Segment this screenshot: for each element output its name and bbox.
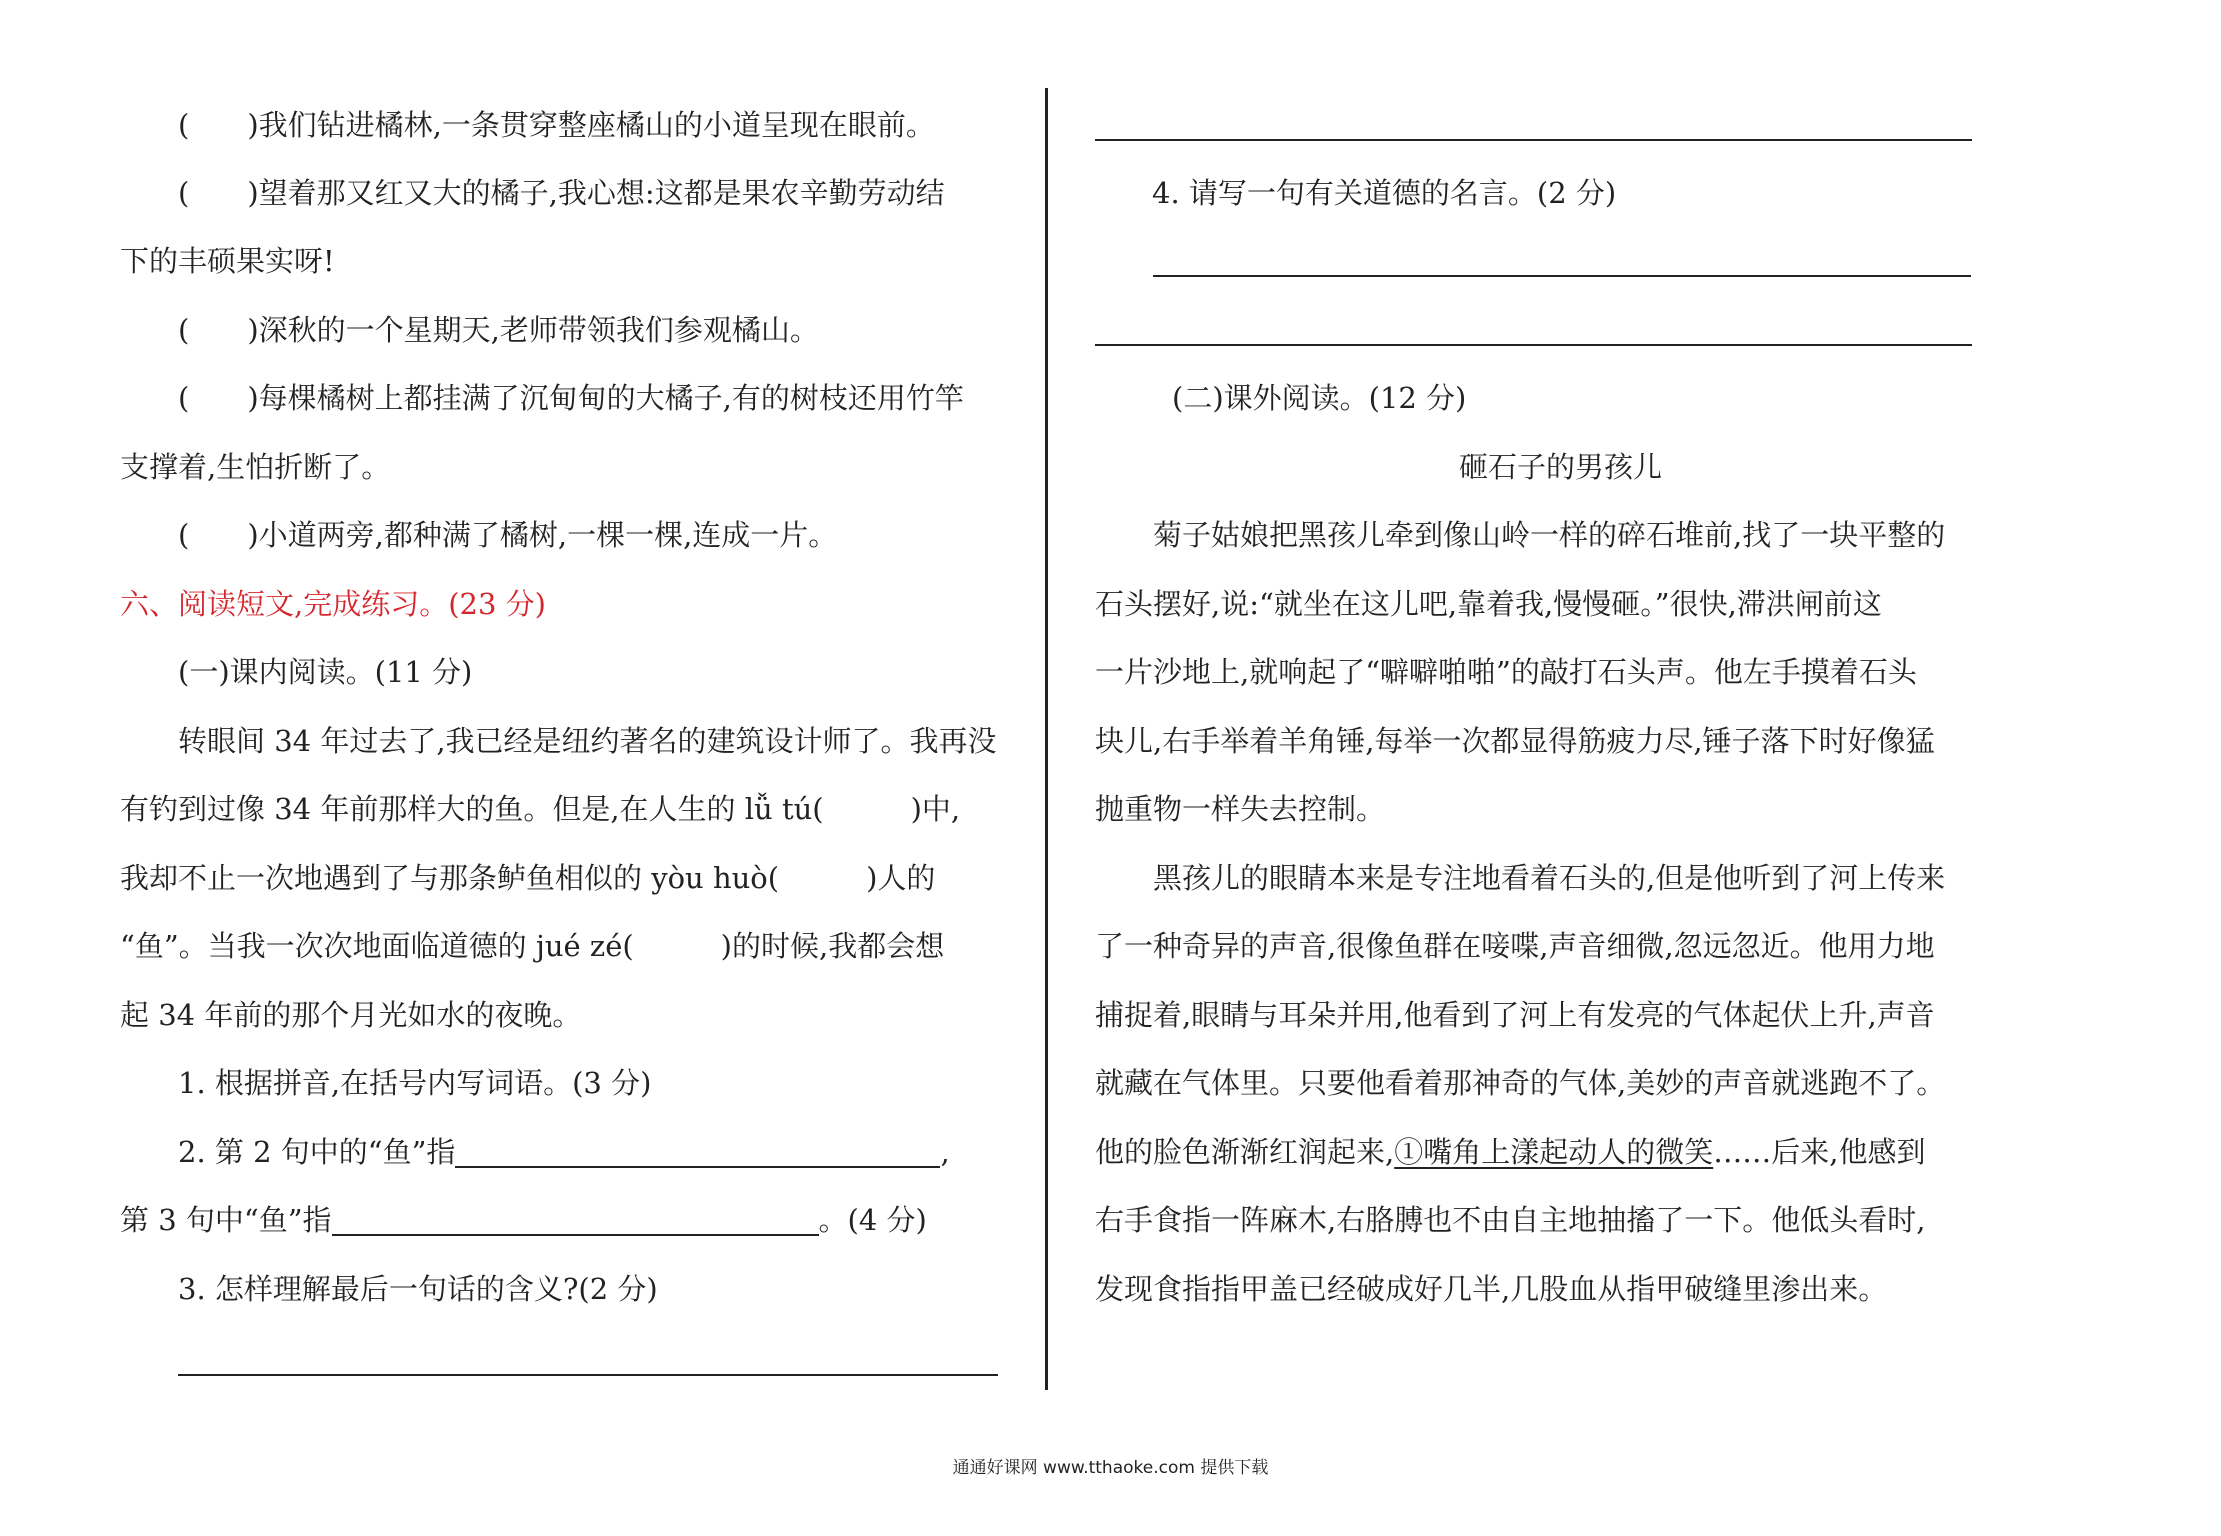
story-title: 砸石子的男孩儿 [1459,450,1663,484]
question-2-line-2 [120,1200,927,1240]
answer-blank-2b[interactable] [332,1204,819,1236]
order-sentence-1: ( )我们钻进橘林,一条贯穿整座橘山的小道呈现在眼前。 [178,108,935,142]
question-2-score: 。(4 分) [818,1203,927,1237]
passage-line-3: 我却不止一次地遇到了与那条鲈鱼相似的 yòu huò( )人的 [120,861,936,895]
order-sentence-2-line-1: ( )望着那又红又大的橘子,我心想:这都是果农辛勤劳动结 [178,176,945,210]
question-2b-prefix: 第 3 句中“鱼”指 [120,1203,332,1237]
answer-blank-2a[interactable] [455,1136,940,1168]
column-divider [1045,88,1048,1390]
underlined-phrase-1: ①嘴角上漾起动人的微笑 [1394,1135,1714,1169]
passage-line-5: 起 34 年前的那个月光如水的夜晚。 [120,998,582,1032]
question-3: 3. 怎样理解最后一句话的含义?(2 分) [178,1272,658,1306]
footer-source: 通通好课网 www.tthaoke.com 提供下载 [952,1458,1269,1478]
order-sentence-4-line-1: ( )每棵橘树上都挂满了沉甸甸的大橘子,有的树枝还用竹竿 [178,381,964,415]
story-line-11: 右手食指一阵麻木,右胳膊也不由自主地抽搐了一下。他低头看时, [1095,1203,1926,1237]
story-line-4: 块儿,右手举着羊角锤,每举一次都显得筋疲力尽,锤子落下时好像猛 [1095,724,1935,758]
story-line-9: 就藏在气体里。只要他看着那神奇的气体,美妙的声音就逃跑不了。 [1095,1066,1946,1100]
question-2-comma: , [940,1135,950,1169]
story-line-7: 了一种奇异的声音,很像鱼群在唼喋,声音细微,忽远忽近。他用力地 [1095,929,1935,963]
order-sentence-4-line-2: 支撑着,生怕折断了。 [120,450,391,484]
passage-line-2: 有钓到过像 34 年前那样大的鱼。但是,在人生的 lǚ tú( )中, [120,792,961,826]
question-2-line-1 [178,1132,950,1172]
story-line-10 [1095,1132,1925,1172]
story-line-12: 发现食指指甲盖已经破成好几半,几股血从指甲破缝里渗出来。 [1095,1272,1888,1306]
section-six-heading: 六、阅读短文,完成练习。(23 分) [120,587,546,621]
story-line-3: 一片沙地上,就响起了“噼噼啪啪”的敲打石头声。他左手摸着石头 [1095,655,1917,689]
story-line-10-start: 他的脸色渐渐红润起来, [1095,1135,1395,1169]
story-line-8: 捕捉着,眼睛与耳朵并用,他看到了河上有发亮的气体起伏上升,声音 [1095,998,1935,1032]
answer-line-3[interactable] [178,1374,998,1376]
answer-line-4b[interactable] [1095,344,1972,346]
answer-line-4a[interactable] [1153,275,1971,277]
story-line-2: 石头摆好,说:“就坐在这儿吧,靠着我,慢慢砸。”很快,滞洪闸前这 [1095,587,1882,621]
part-one-heading: (一)课内阅读。(11 分) [178,655,473,689]
question-2-prefix: 2. 第 2 句中的“鱼”指 [178,1135,456,1169]
question-4: 4. 请写一句有关道德的名言。(2 分) [1152,176,1617,210]
answer-line-3-continued[interactable] [1095,139,1972,141]
passage-line-1: 转眼间 34 年过去了,我已经是纽约著名的建筑设计师了。我再没 [178,724,997,758]
part-two-heading: (二)课外阅读。(12 分) [1172,381,1467,415]
story-line-5: 抛重物一样失去控制。 [1095,792,1386,826]
passage-line-4: “鱼”。当我一次次地面临道德的 jué zé( )的时候,我都会想 [120,929,945,963]
story-line-10-end: ……后来,他感到 [1713,1135,1926,1169]
story-line-6: 黑孩儿的眼睛本来是专注地看着石头的,但是他听到了河上传来 [1153,861,1946,895]
story-line-1: 菊子姑娘把黑孩儿牵到像山岭一样的碎石堆前,找了一块平整的 [1153,518,1946,552]
order-sentence-3: ( )深秋的一个星期天,老师带领我们参观橘山。 [178,313,819,347]
question-1: 1. 根据拼音,在括号内写词语。(3 分) [178,1066,652,1100]
order-sentence-2-line-2: 下的丰硕果实呀! [120,244,335,278]
order-sentence-5: ( )小道两旁,都种满了橘树,一棵一棵,连成一片。 [178,518,838,552]
